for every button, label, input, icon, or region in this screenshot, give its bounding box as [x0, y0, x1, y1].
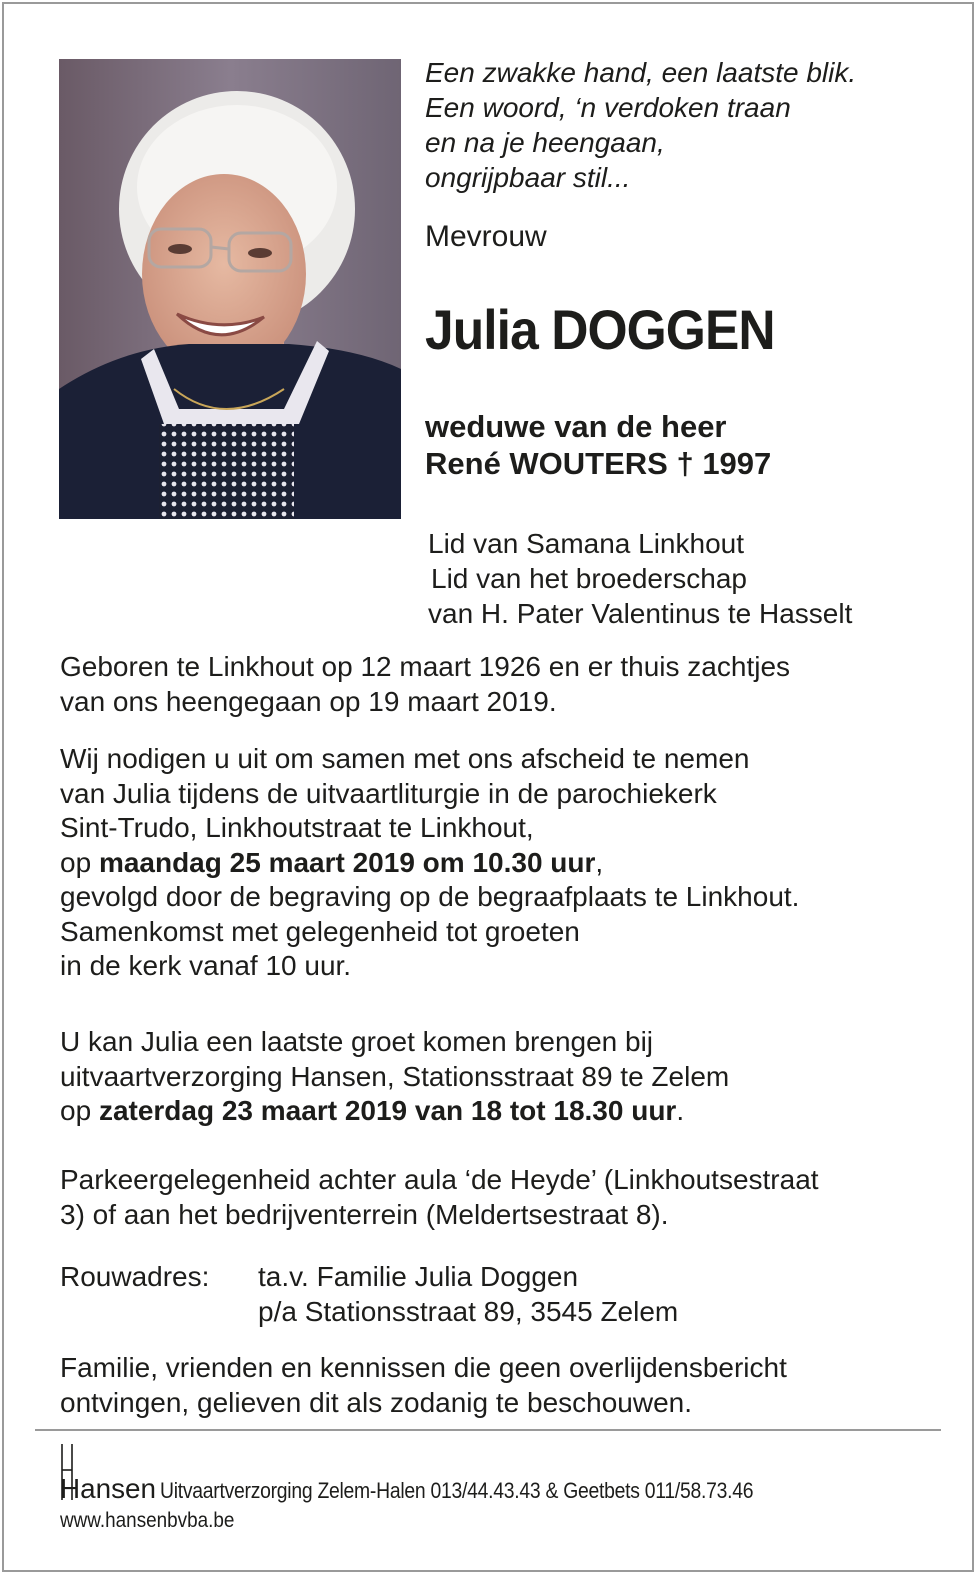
- parking-line: 3) of aan het bedrijventerrein (Meldertsestraat 8).: [60, 1198, 669, 1230]
- notice-paragraph: [60, 1351, 787, 1420]
- funeral-home-info: Uitvaartverzorging Zelem-Halen 013/44.43.43 & Geetbets 011/58.73.46: [160, 1478, 754, 1503]
- funeral-date-suffix: ,: [595, 846, 604, 878]
- poem: [425, 55, 856, 195]
- membership-line: van H. Pater Valentinus te Hasselt: [428, 598, 853, 629]
- birth-line: Geboren te Linkhout op 12 maart 1926 en er thuis zachtjes: [60, 651, 791, 682]
- funeral-date-prefix: op: [60, 846, 99, 878]
- birth-paragraph: [60, 650, 790, 719]
- address-line: p/a Stationsstraat 89, 3545 Zelem: [258, 1295, 679, 1327]
- notice-line: ontvingen, gelieven dit als zodanig te beschouwen.: [60, 1386, 692, 1418]
- funeral-date: maandag 25 maart 2019 om 10.30 uur: [98, 846, 596, 878]
- address-label: Rouwadres:: [60, 1261, 210, 1292]
- portrait-photo: [59, 59, 401, 519]
- address-label-spacer: [60, 1295, 258, 1330]
- poem-line: Een woord, ‘n verdoken traan: [425, 92, 791, 123]
- funeral-line: van Julia tijdens de uitvaartliturgie in de parochiekerk: [60, 777, 717, 809]
- deceased-name: Julia DOGGEN: [425, 298, 775, 361]
- visit-date: zaterdag 23 maart 2019 van 18 tot 18.30 uur: [98, 1095, 677, 1126]
- membership-line: Lid van Samana Linkhout: [428, 528, 744, 559]
- visit-paragraph: [60, 1025, 729, 1129]
- funeral-line: Wij nodigen u uit om samen met ons afscheid te nemen: [60, 743, 750, 774]
- funeral-line: gevolgd door de begraving op de begraafplaats te Linkhout.: [60, 881, 800, 912]
- funeral-line: Samenkomst met gelegenheid tot groeten: [60, 915, 580, 947]
- address-line: ta.v. Familie Julia Doggen: [258, 1261, 579, 1292]
- visit-date-line: [60, 1094, 729, 1129]
- footer-divider: [35, 1429, 941, 1431]
- visit-date-suffix: .: [676, 1095, 685, 1126]
- hansen-logo-text: Hansen: [60, 1473, 156, 1504]
- poem-line: ongrijpbaar stil...: [425, 162, 631, 193]
- funeral-paragraph: [60, 742, 799, 984]
- funeral-line: Sint-Trudo, Linkhoutstraat te Linkhout,: [60, 812, 534, 843]
- widow-statement: [425, 408, 771, 482]
- salutation: Mevrouw: [425, 220, 547, 253]
- parking-line: Parkeergelegenheid achter aula ‘de Heyde’ (Linkhoutsestraat: [60, 1164, 819, 1195]
- visit-line: uitvaartverzorging Hansen, Stationsstraat 89 te Zelem: [60, 1060, 730, 1092]
- membership-line: Lid van het broederschap: [431, 563, 747, 594]
- visit-date-prefix: op: [60, 1095, 99, 1126]
- widow-line: weduwe van de heer: [425, 409, 727, 444]
- address-row: [60, 1295, 678, 1330]
- notice-line: Familie, vrienden en kennissen die geen overlijdensbericht: [60, 1352, 787, 1383]
- spouse-line: René WOUTERS † 1997: [425, 446, 772, 481]
- birth-line: van ons heengegaan op 19 maart 2019.: [60, 685, 557, 717]
- poem-line: en na je heengaan,: [425, 127, 665, 158]
- funeral-date-line: [60, 846, 799, 881]
- address-row: [60, 1260, 678, 1295]
- poem-line: Een zwakke hand, een laatste blik.: [425, 57, 857, 88]
- membership: [428, 526, 852, 631]
- website-link[interactable]: www.hansenbvba.be: [60, 1509, 235, 1532]
- parking-paragraph: [60, 1163, 819, 1232]
- visit-line: U kan Julia een laatste groet komen brengen bij: [60, 1026, 654, 1057]
- hansen-logo: [60, 1440, 170, 1510]
- funeral-line: in de kerk vanaf 10 uur.: [60, 950, 352, 981]
- mourning-address: [60, 1260, 678, 1329]
